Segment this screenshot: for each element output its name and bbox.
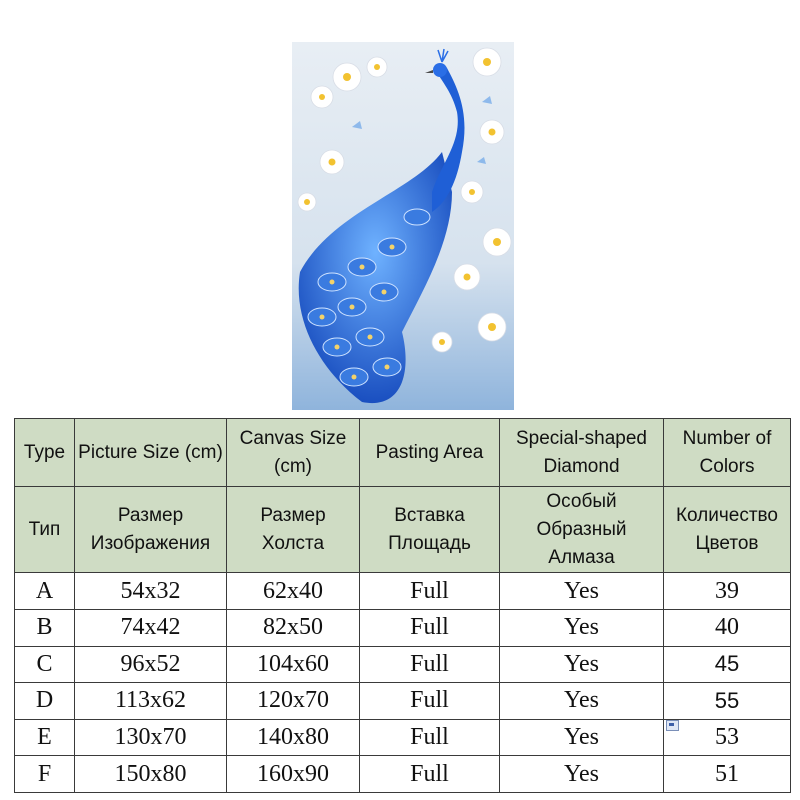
header-picture-size-ru: Размер Изображения: [75, 487, 227, 573]
cell-special-diamond: Yes: [500, 609, 664, 646]
cell-pasting-area: Full: [360, 573, 500, 610]
cell-number-of-colors: 45: [664, 646, 791, 683]
table-row: [15, 683, 791, 720]
cell-type: F: [15, 756, 75, 793]
cell-type: E: [15, 719, 75, 756]
table-row: [15, 573, 791, 610]
cell-number-of-colors: 53: [664, 719, 791, 756]
cell-number-of-colors: 55: [664, 683, 791, 720]
cell-picture-size: 96x52: [75, 646, 227, 683]
cell-canvas-size: 120x70: [227, 683, 360, 720]
cell-canvas-size: 62x40: [227, 573, 360, 610]
cell-type: B: [15, 609, 75, 646]
header-row-russian: [15, 487, 791, 573]
cell-type: D: [15, 683, 75, 720]
header-picture-size: Picture Size (cm): [75, 419, 227, 487]
header-special-diamond-ru: Особый Образный Алмаза: [500, 487, 664, 573]
cell-canvas-size: 140x80: [227, 719, 360, 756]
cell-pasting-area: Full: [360, 683, 500, 720]
cell-number-of-colors: 51: [664, 756, 791, 793]
header-special-diamond: Special-shaped Diamond: [500, 419, 664, 487]
cell-number-of-colors: 39: [664, 573, 791, 610]
header-canvas-size: Canvas Size (cm): [227, 419, 360, 487]
cell-special-diamond: Yes: [500, 719, 664, 756]
cell-special-diamond: Yes: [500, 683, 664, 720]
cell-number-of-colors: 40: [664, 609, 791, 646]
header-row-english: [15, 419, 791, 487]
table-row: [15, 756, 791, 793]
header-number-of-colors-ru: Количество Цветов: [664, 487, 791, 573]
cell-special-diamond: Yes: [500, 756, 664, 793]
cell-type: A: [15, 573, 75, 610]
cell-pasting-area: Full: [360, 609, 500, 646]
cell-picture-size: 74x42: [75, 609, 227, 646]
embedded-image-icon: [666, 720, 679, 731]
cell-canvas-size: 104x60: [227, 646, 360, 683]
cell-special-diamond: Yes: [500, 646, 664, 683]
cell-type: C: [15, 646, 75, 683]
cell-picture-size: 130x70: [75, 719, 227, 756]
size-spec-table: [14, 418, 791, 793]
cell-picture-size: 150x80: [75, 756, 227, 793]
cell-special-diamond: Yes: [500, 573, 664, 610]
header-number-of-colors: Number of Colors: [664, 419, 791, 487]
cell-pasting-area: Full: [360, 646, 500, 683]
peacock-painting-image: [292, 42, 514, 410]
cell-picture-size: 54x32: [75, 573, 227, 610]
header-canvas-size-ru: Размер Холста: [227, 487, 360, 573]
cell-pasting-area: Full: [360, 719, 500, 756]
table-row: [15, 646, 791, 683]
cell-picture-size: 113x62: [75, 683, 227, 720]
header-pasting-area-ru: Вставка Площадь: [360, 487, 500, 573]
cell-canvas-size: 160x90: [227, 756, 360, 793]
table-row: [15, 609, 791, 646]
cell-canvas-size: 82x50: [227, 609, 360, 646]
header-type-ru: Тип: [15, 487, 75, 573]
header-type: Type: [15, 419, 75, 487]
header-pasting-area: Pasting Area: [360, 419, 500, 487]
peacock-illustration: [292, 42, 514, 410]
cell-pasting-area: Full: [360, 756, 500, 793]
